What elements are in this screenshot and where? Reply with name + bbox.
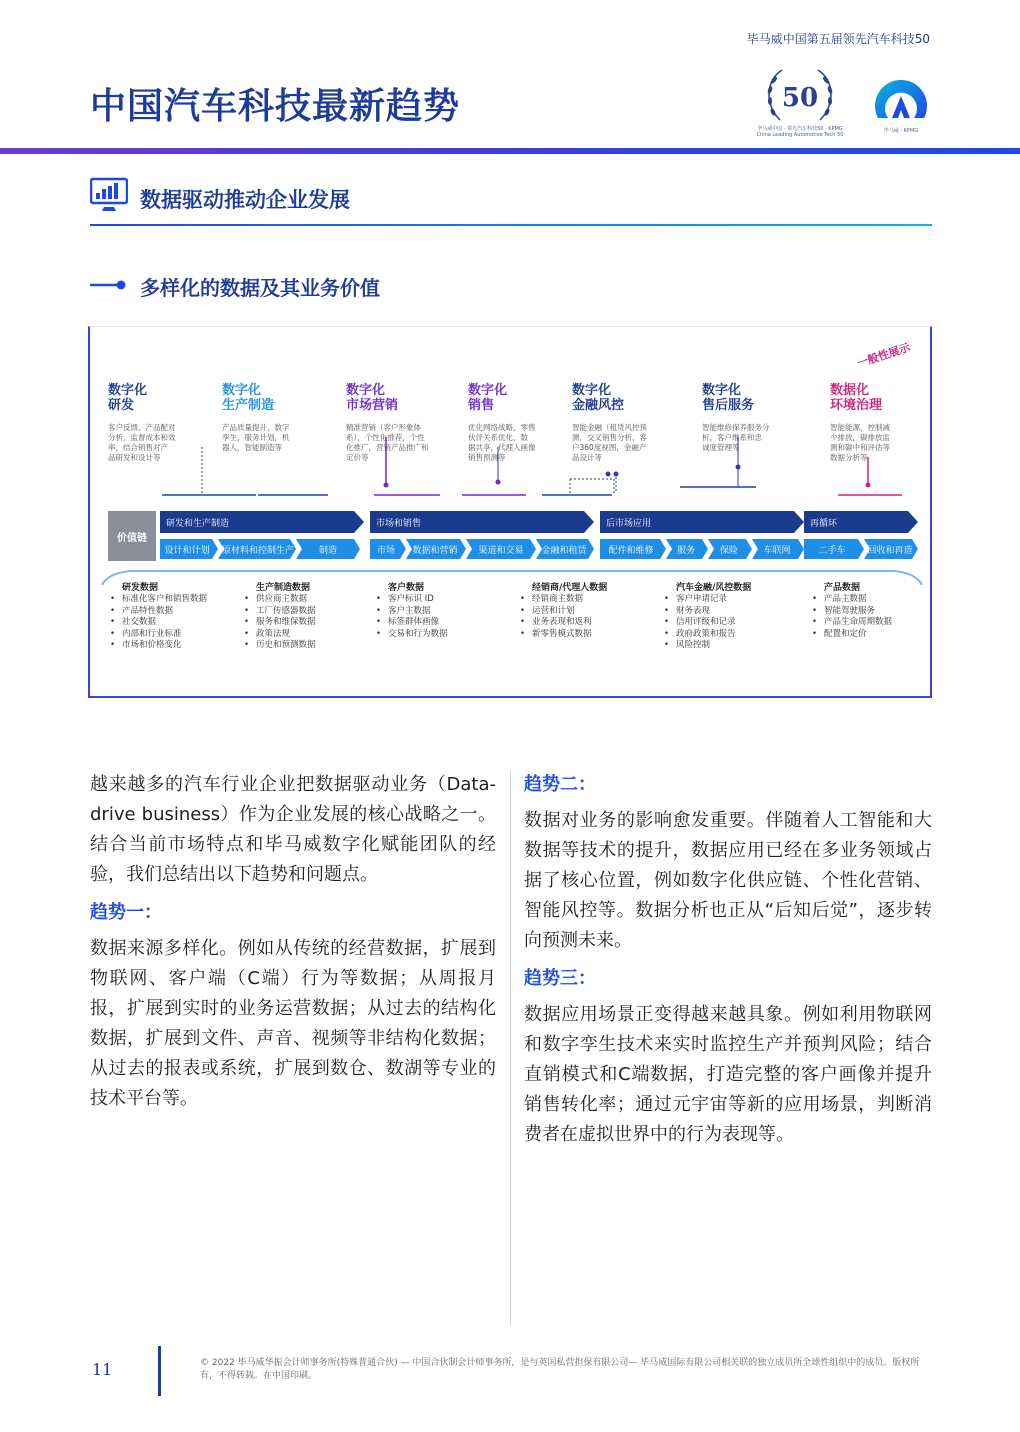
- vc-item-market: 市场: [376, 545, 395, 556]
- list-item: • 历史和预测数据: [242, 640, 362, 652]
- trend1-heading: 趋势一：: [90, 902, 162, 923]
- category-dealer-data: [518, 583, 648, 640]
- list-item: • 政府政策和报告: [662, 629, 792, 641]
- category-rd-data: [108, 583, 228, 652]
- domain-rd-title: 数字化 研发: [108, 383, 148, 413]
- domain-finance-desc: 智能金融（租赁风控预 测，交叉销售分析，客 户360度视图，金融产 品设计等: [572, 423, 647, 462]
- value-chain-label: 价值链: [108, 511, 156, 561]
- vc-item-design: 设计和计划: [164, 545, 210, 556]
- list-item: • 运营和计划: [518, 606, 648, 618]
- report-subtitle: 毕马威中国第五届领先汽车科技50: [746, 32, 930, 46]
- list-item: • 新零售模式数据: [518, 629, 648, 641]
- footer-bar: [158, 1346, 161, 1396]
- domain-aftersales-title: 数字化 售后服务: [702, 383, 755, 413]
- list-item: • 工厂传感器数据: [242, 606, 362, 618]
- stage-market-sales: 市场和销售: [376, 519, 422, 529]
- page-title: 中国汽车科技最新趋势: [90, 86, 461, 127]
- data-value-diagram: [88, 326, 932, 698]
- copyright-footer: © 2022 毕马威华振会计师事务所(特殊普通合伙) — 中国合伙制会计师事务所，是与英国私营担保有限公司— 毕马威国际有限公司相关联的独立成员所全球性组织中的成员。版权所有，不得转载。在中国印刷。: [200, 1358, 920, 1381]
- section-divider: [90, 224, 932, 226]
- domain-finance-title: 数字化 金融风控: [572, 383, 625, 413]
- vc-item-materials: 原材料和控制生产: [222, 545, 295, 556]
- category-title: 经销商/代理人数据: [532, 583, 608, 593]
- stage-recycle: 再循环: [810, 519, 838, 529]
- right-text-column: [524, 770, 932, 1150]
- svg-text:50: 50: [781, 83, 819, 113]
- dot-line-bullet-icon: [90, 280, 128, 290]
- list-item: • 市场和价格变化: [108, 640, 228, 652]
- domain-production-title: 数字化 生产制造: [222, 383, 275, 413]
- trend1-paragraph: 数据来源多样化。例如从传统的经营数据，扩展到物联网、客户端（C端）行为等数据；从周报月报，扩展到实时的业务运营数据；从过去的结构化数据，扩展到文件、声音、视频等非结构化数据；从过去的报表或系统，扩展到数仓、数湖等专业的技术平台等。: [90, 938, 496, 1109]
- category-finance-data: [662, 583, 792, 652]
- domain-environment-title: 数据化 环境治理: [830, 383, 883, 413]
- intro-paragraph: 越来越多的汽车行业企业把数据驱动业务（Data-drive business）作为企业发展的核心战略之一。结合当前市场特点和毕马威数字化赋能团队的经验，我们总结出以下趋势和问题点。: [90, 774, 496, 885]
- left-text-column: [90, 770, 496, 1114]
- domain-sales-title: 数字化 销售: [468, 383, 508, 413]
- trend3-heading: 趋势三：: [524, 968, 596, 989]
- list-item: • 供应商主数据: [242, 594, 362, 606]
- list-item: • 智能驾驶服务: [810, 606, 928, 618]
- title-gradient-bar: [0, 148, 1020, 154]
- section-title: 数据驱动推动企业发展: [140, 188, 350, 212]
- vc-item-channel: 渠道和交易: [478, 545, 524, 556]
- list-item: • 内部和行业标准: [108, 629, 228, 641]
- list-item: • 交易和行为数据: [374, 629, 494, 641]
- vc-item-manufacturing: 制造: [318, 545, 337, 556]
- page-number: 11: [92, 1360, 113, 1379]
- list-item: • 社交数据: [108, 617, 228, 629]
- trend2-paragraph: 数据对业务的影响愈发重要。伴随着人工智能和大数据等技术的提升，数据应用已经在多业务领域占据了核心位置，例如数字化供应链、个性化营销、智能风控等。数据分析也正从“后知后觉”，逐步转向预测未来。: [524, 810, 932, 951]
- list-item: • 业务表现和返利: [518, 617, 648, 629]
- category-title: 研发数据: [122, 583, 159, 593]
- domain-environment-desc: 智能能源，控制减 少排放，碳排放监 测和碳中和评估等 数据分析等: [830, 423, 890, 462]
- vc-item-recycling: 回收和再造: [867, 545, 913, 556]
- trend2-heading: 趋势二：: [524, 774, 596, 795]
- category-product-data: [810, 583, 928, 640]
- list-item: • 产品主数据: [810, 594, 928, 606]
- list-item: • 产品生命周期数据: [810, 617, 928, 629]
- category-title: 生产制造数据: [256, 583, 311, 593]
- category-production-data: [242, 583, 362, 652]
- vc-item-parts: 配件和维修: [608, 545, 654, 556]
- list-item: • 配置和定价: [810, 629, 928, 641]
- category-title: 客户数据: [388, 583, 425, 593]
- vc-item-service: 服务: [676, 545, 695, 556]
- trend3-paragraph: 数据应用场景正变得越来越具象。例如利用物联网和数字孪生技术来实时监控生产并预判风险；结合直销模式和C端数据，打造完整的客户画像并提升销售转化率；通过元宇宙等新的应用场景，判断消费者在虚拟世界中的行为表现等。: [524, 1004, 932, 1145]
- category-title: 汽车金融/风控数据: [676, 583, 752, 593]
- list-item: • 客户标识 ID: [374, 594, 494, 606]
- vc-item-insurance: 保险: [719, 545, 738, 556]
- domain-aftersales-desc: 智能维修保养服务分 析，客户维系和忠 诚度管理等: [702, 423, 770, 452]
- domain-rd-desc: 客户反馈、产品配对 分析，监督成本和效 率，结合销售对产 品研发和设计等: [108, 423, 176, 462]
- list-item: • 标签群体画像: [374, 617, 494, 629]
- list-item: • 产品特性数据: [108, 606, 228, 618]
- stage-rd-production: 研发和生产制造: [166, 519, 230, 529]
- list-item: • 风险控制: [662, 640, 792, 652]
- list-item: • 服务和维保数据: [242, 617, 362, 629]
- domain-marketing-title: 数字化 市场营销: [346, 383, 399, 413]
- column-divider: [510, 770, 511, 1326]
- kpmg-logo-caption: 毕马威 · KPMG: [883, 128, 919, 134]
- laurel-logo-caption: 毕马威中国 · 领先汽车科技50 · KPMG China Leading Automotive Tech 50: [756, 126, 844, 138]
- vc-item-used-car: 二手车: [818, 545, 846, 556]
- domain-production-desc: 产品质量提升，数字 孪生，服务计划，机 器人，智能制造等: [222, 423, 290, 452]
- stage-aftermarket: 后市场应用: [606, 519, 652, 529]
- list-item: • 信用评级和记录: [662, 617, 792, 629]
- list-item: • 客户主数据: [374, 606, 494, 618]
- category-title: 产品数据: [824, 583, 861, 593]
- domain-marketing-desc: 精准营销（客户形象体 系），个性化推荐，个性 化推广，营销产品推广和 定价等: [346, 423, 429, 462]
- list-item: • 政策法规: [242, 629, 362, 641]
- category-customer-data: [374, 583, 494, 640]
- general-display-ribbon: 一般性展示: [855, 340, 912, 371]
- vc-item-iov: 车联网: [763, 545, 791, 556]
- monitor-chart-icon: [90, 177, 128, 213]
- vc-item-data-marketing: 数据和营销: [412, 545, 458, 556]
- domain-sales-desc: 优化网络战略，零售 伙伴关系优化，数 据共享，代理人画像 销售预测等: [468, 423, 536, 462]
- subsection-title: 多样化的数据及其业务价值: [140, 276, 380, 300]
- list-item: • 标准化客户和销售数据: [108, 594, 228, 606]
- vc-item-finance: 金融和租赁: [541, 545, 587, 556]
- list-item: • 客户申请记录: [662, 594, 792, 606]
- list-item: • 财务表现: [662, 606, 792, 618]
- list-item: • 经销商主数据: [518, 594, 648, 606]
- kpmg-arc-logo: [870, 66, 932, 128]
